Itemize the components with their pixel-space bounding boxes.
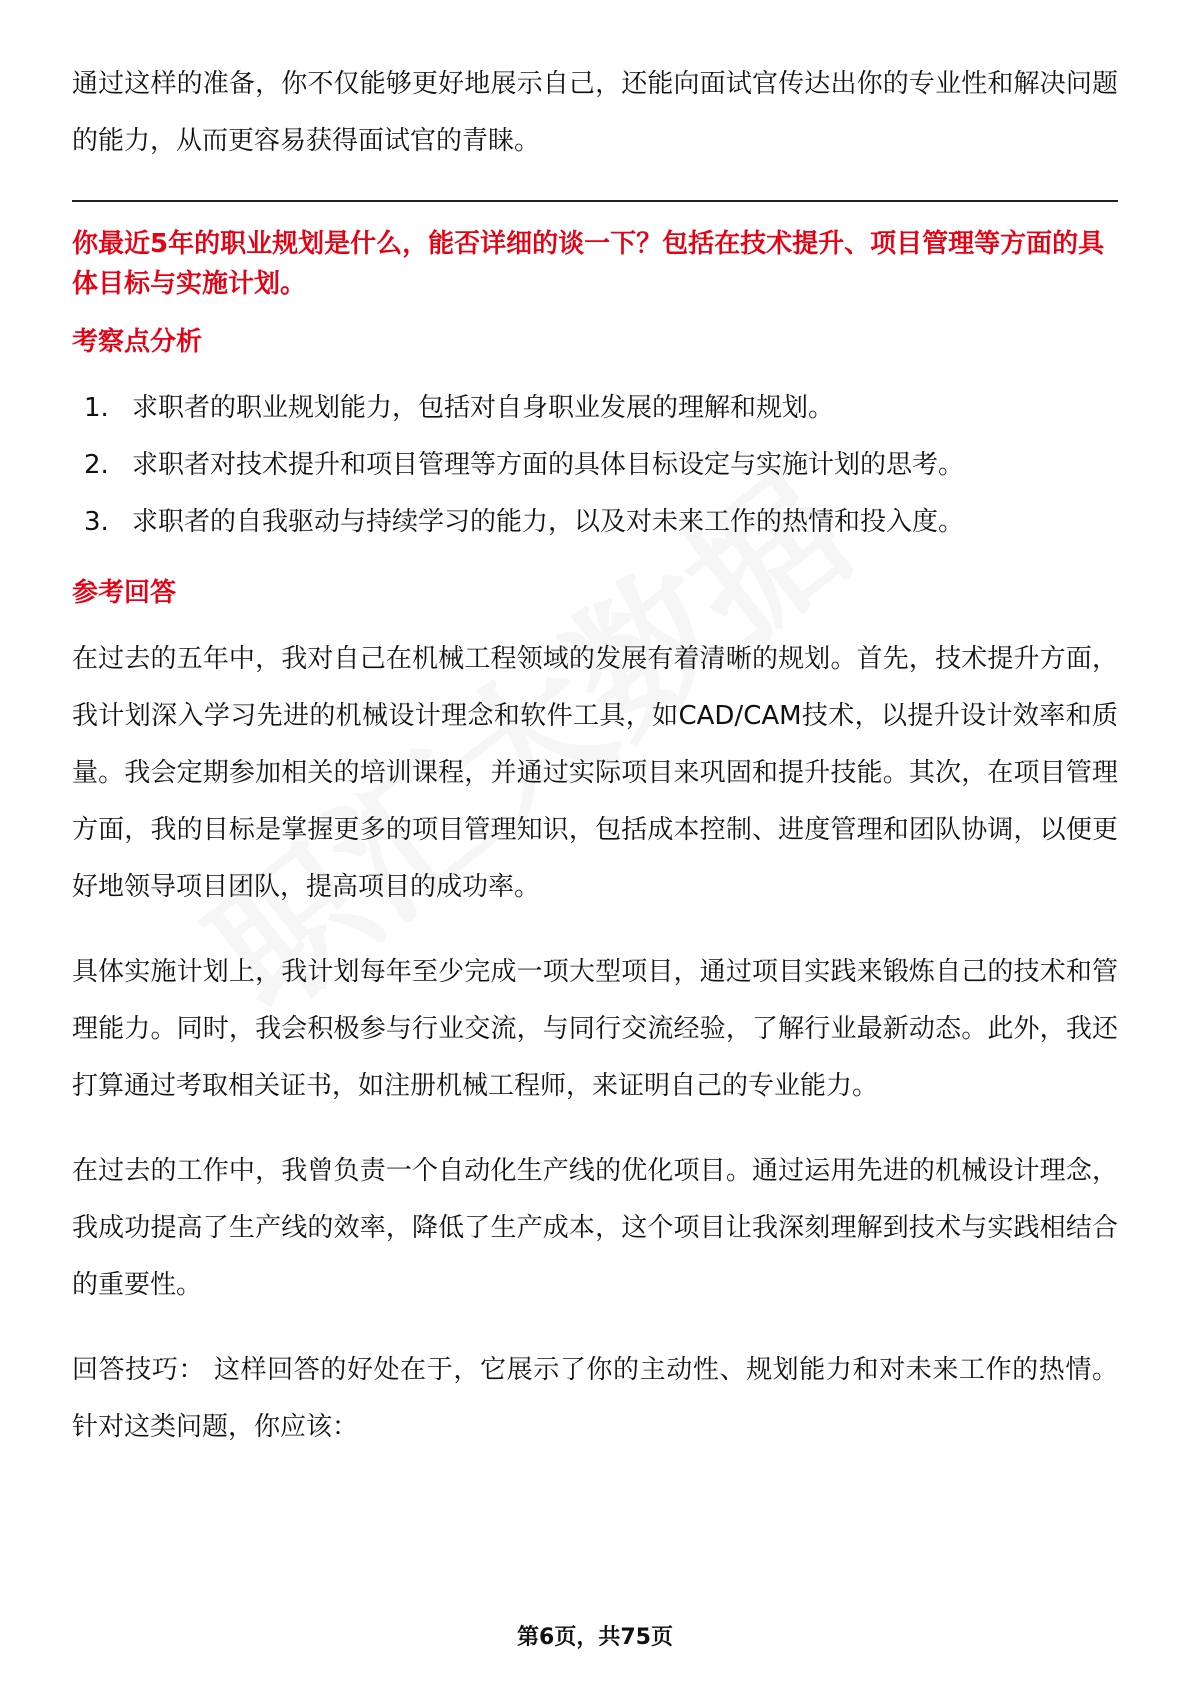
answer-title: 参考回答 [72, 578, 177, 608]
list-item-number: 1. [84, 393, 109, 423]
paragraph-gap [72, 1115, 1118, 1143]
answer-paragraph: 具体实施计划上，我计划每年至少完成一项大型项目，通过项目实践来锻炼自己的技术和管理能力。同时，我会积极参与行业交流，与同行交流经验，了解行业最新动态。此外，我还打算通过考取相关证书，如注册机械工程师，来证明自己的专业能力。 [72, 957, 1118, 1101]
answer-paragraph: 在过去的工作中，我曾负责一个自动化生产线的优化项目。通过运用先进的机械设计理念，我成功提高了生产线的效率，降低了生产成本，这个项目让我深刻理解到技术与实践相结合的重要性。 [72, 1156, 1118, 1300]
list-item-number: 3. [84, 507, 109, 537]
list-item-text: 求职者对技术提升和项目管理等方面的具体目标设定与实施计划的思考。 [132, 450, 965, 480]
answer-paragraph: 在过去的五年中，我对自己在机械工程领域的发展有着清晰的规划。首先，技术提升方面，我计划深入学习先进的机械设计理念和软件工具，如CAD/CAM技术，以提升设计效率和质量。我会定期参加相关的培训课程，并通过实际项目来巩固和提升技能。其次，在项目管理方面，我的目标是掌握更多的项目管理知识，包括成本控制、进度管理和团队协调，以便更好地领导项目团队，提高项目的成功率。 [72, 644, 1118, 902]
page-content [72, 56, 1118, 1456]
list-item [72, 494, 1118, 551]
page-number-footer: 第6页，共75页 [517, 1625, 673, 1650]
paragraph-gap [72, 1314, 1118, 1342]
answer-tips-paragraph: 回答技巧： 这样回答的好处在于，它展示了你的主动性、规划能力和对未来工作的热情。针对这类问题，你应该： [72, 1355, 1118, 1442]
list-item-text: 求职者的自我驱动与持续学习的能力，以及对未来工作的热情和投入度。 [132, 507, 965, 537]
paragraph-gap [72, 916, 1118, 944]
intro-paragraph: 通过这样的准备，你不仅能够更好地展示自己，还能向面试官传达出你的专业性和解决问题的能力，从而更容易获得面试官的青睐。 [72, 69, 1118, 156]
analysis-list [72, 380, 1118, 551]
question-heading: 你最近5年的职业规划是什么，能否详细的谈一下？包括在技术提升、项目管理等方面的具体目标与实施计划。 [72, 229, 1105, 299]
analysis-title: 考察点分析 [72, 327, 203, 357]
section-divider [72, 200, 1118, 202]
list-item [72, 437, 1118, 494]
list-item [72, 380, 1118, 437]
list-item-text: 求职者的职业规划能力，包括对自身职业发展的理解和规划。 [132, 393, 835, 423]
list-item-number: 2. [84, 450, 109, 480]
